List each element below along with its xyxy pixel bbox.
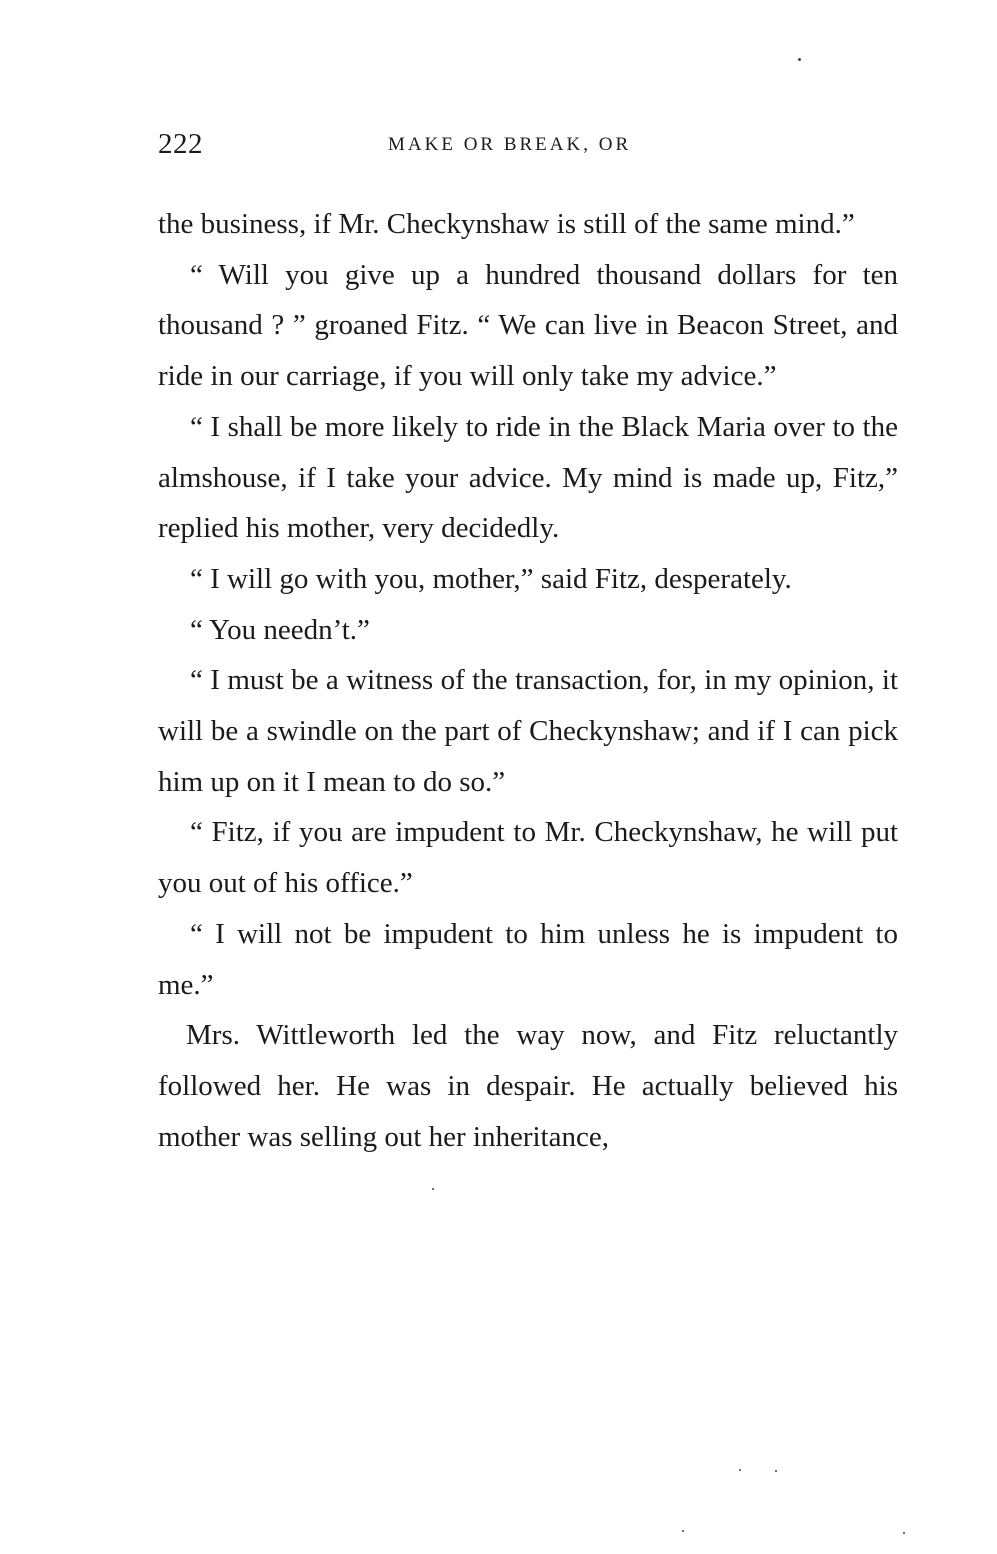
scan-speck <box>682 1530 684 1532</box>
body-text <box>158 199 898 1162</box>
scan-speck <box>775 1470 777 1472</box>
paragraph: “ I must be a witness of the transaction, for, in my opinion, it will be a swindle on the part of Checkynshaw; and if I can pick him up on it I mean to do so.” <box>158 664 898 798</box>
running-title: MAKE OR BREAK, OR <box>388 134 632 155</box>
paragraph: Mrs. Wittleworth led the way now, and Fitz reluctantly followed her. He was in despair. He actually believed his mother was selling out her inheritance, <box>158 1019 898 1153</box>
scan-speck <box>798 58 801 61</box>
paragraph: “ I will not be impudent to him unless he is impudent to me.” <box>158 917 898 1001</box>
paragraph: “ Will you give up a hundred thousand dollars for ten thousand ? ” groaned Fitz. “ We can live in Beacon Street, and ride in our carriage, if you will only take my advice.” <box>158 258 898 393</box>
paragraph: “ You needn’t.” <box>190 613 370 646</box>
scan-speck <box>903 1532 905 1534</box>
paragraph: “ I will go with you, mother,” said Fitz, desperately. <box>190 562 792 595</box>
scan-speck <box>432 1188 434 1190</box>
page-number: 222 <box>158 128 203 160</box>
running-header <box>158 128 898 168</box>
scan-speck <box>739 1469 741 1471</box>
paragraph: “ Fitz, if you are impudent to Mr. Checkynshaw, he will put you out of his office.” <box>158 816 898 900</box>
paragraph: the business, if Mr. Checkynshaw is still of the same mind.” <box>158 208 855 240</box>
paragraph: “ I shall be more likely to ride in the Black Maria over to the almshouse, if I take your advice. My mind is made up, Fitz,” replied his mother, very decidedly. <box>158 410 898 545</box>
